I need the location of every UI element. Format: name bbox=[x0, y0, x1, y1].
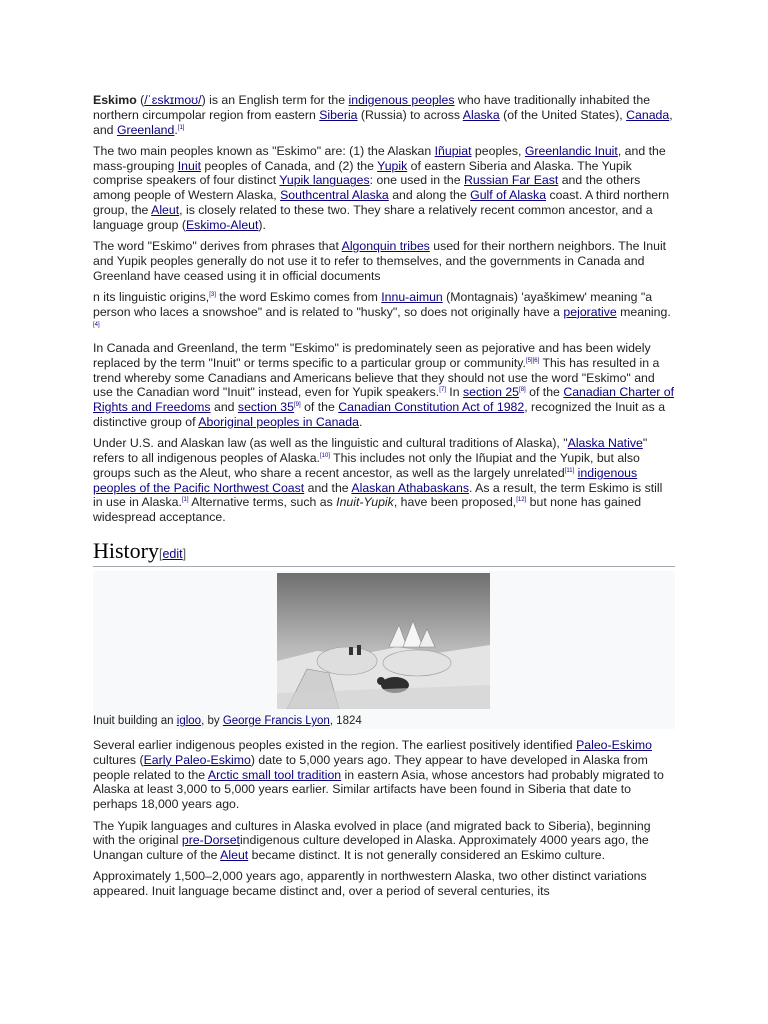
article-body bbox=[93, 93, 675, 905]
text-span: (Montagnais) 'ayaškimew' meaning "a person who laces a snowshoe" and is related to "husky", so does not originally have a bbox=[93, 290, 653, 319]
history-paragraph-2 bbox=[93, 819, 675, 863]
reference-1-b[interactable]: [1] bbox=[181, 497, 189, 504]
text-span: and along the bbox=[388, 188, 471, 203]
text-span: who have traditionally inhabited the northern circumpolar region from eastern bbox=[93, 93, 651, 122]
text-span: : one used in the bbox=[369, 173, 464, 188]
link-gulf-of-alaska[interactable]: Gulf of Alaska bbox=[470, 188, 547, 203]
edit-bracket-open: [ bbox=[159, 547, 163, 562]
link-greenlandic-inuit[interactable]: Greenlandic Inuit bbox=[524, 143, 618, 158]
edit-section bbox=[159, 547, 186, 561]
text-span: The two main peoples known as "Eskimo" are: (1) the Alaskan bbox=[93, 143, 435, 158]
text-span: cultures ( bbox=[93, 752, 144, 767]
text-span: indigenous culture developed in Alaska. Approximately 4000 years ago, the Unangan culture of the bbox=[93, 833, 649, 863]
section-heading-history bbox=[93, 538, 675, 567]
link-canada[interactable]: Canada bbox=[626, 107, 670, 122]
italic-term: Inuit-Yupik bbox=[336, 495, 394, 510]
text-span: and bbox=[210, 400, 238, 415]
link-siberia[interactable]: Siberia bbox=[319, 107, 358, 122]
reference-11[interactable]: [11] bbox=[564, 467, 575, 474]
text-span: in eastern Asia, whose ancestors had probably migrated to Alaska at least 3,000 to 5,000 years earlier. Similar artifacts have been found in Siberia that date to perhaps 18,000 years ago. bbox=[93, 767, 664, 812]
link-section-25[interactable]: section 25 bbox=[462, 385, 520, 400]
link-pacific-northwest-peoples[interactable]: indigenous peoples of the Pacific Northwest Coast bbox=[93, 465, 638, 495]
reference-8[interactable]: [8] bbox=[519, 387, 526, 394]
text-span: , and the mass-grouping bbox=[93, 143, 666, 173]
link-arctic-small-tool-tradition[interactable]: Arctic small tool tradition bbox=[207, 767, 342, 782]
history-paragraph-1 bbox=[93, 738, 675, 812]
text-span: became distinct. It is not generally considered an Eskimo culture. bbox=[248, 848, 605, 863]
link-yupik[interactable]: Yupik bbox=[377, 158, 408, 173]
text-span: , and bbox=[93, 107, 673, 137]
link-alaska[interactable]: Alaska bbox=[462, 107, 500, 122]
text-span: Under U.S. and Alaskan law (as well as the linguistic and cultural traditions of Alaska), " bbox=[93, 436, 568, 451]
reference-1[interactable]: [1] bbox=[177, 124, 185, 131]
text-span: and the others among people of Western Alaska, bbox=[93, 173, 641, 203]
reference-5-6[interactable]: [5][6] bbox=[525, 357, 540, 364]
link-alaska-native[interactable]: Alaska Native bbox=[567, 436, 643, 451]
link-pejorative[interactable]: pejorative bbox=[563, 304, 617, 319]
text-span: meaning. bbox=[616, 304, 671, 319]
article-term: Eskimo bbox=[93, 93, 137, 107]
text-span: ) bbox=[201, 93, 206, 107]
link-russian-far-east[interactable]: Russian Far East bbox=[463, 173, 559, 188]
caption-text: Inuit building an bbox=[93, 715, 177, 728]
text-span: peoples of Canada, and (2) the bbox=[201, 158, 378, 173]
link-aleut[interactable]: Aleut bbox=[151, 203, 180, 218]
igloo-engraving-image[interactable] bbox=[277, 573, 490, 709]
section-title: History bbox=[93, 538, 159, 564]
link-canadian-charter[interactable]: Canadian Charter of Rights and Freedoms bbox=[93, 385, 675, 415]
reference-3[interactable]: [3] bbox=[209, 292, 216, 299]
text-span: peoples, bbox=[471, 143, 525, 158]
intro-paragraph-6 bbox=[93, 436, 675, 525]
caption-text: , by bbox=[201, 715, 223, 728]
link-yupik-languages[interactable]: Yupik languages bbox=[279, 173, 370, 188]
link-innu-aimun[interactable]: Innu-aimun bbox=[381, 290, 443, 305]
text-span: (of the United States), bbox=[499, 107, 627, 122]
text-span: , have been proposed, bbox=[393, 495, 517, 510]
link-indigenous-peoples[interactable]: indigenous peoples bbox=[348, 93, 455, 107]
link-southcentral-alaska[interactable]: Southcentral Alaska bbox=[280, 188, 389, 203]
figure-caption bbox=[93, 714, 362, 728]
text-span: . bbox=[174, 122, 178, 137]
link-aboriginal-peoples[interactable]: Aboriginal peoples in Canada bbox=[198, 414, 359, 429]
caption-text: , 1824 bbox=[329, 715, 362, 728]
link-section-35[interactable]: section 35 bbox=[237, 400, 294, 415]
text-span: , is closely related to these two. They share a relatively recent common ancestor, and a language group ( bbox=[93, 203, 653, 232]
text-span: ( bbox=[136, 93, 145, 107]
link-greenland[interactable]: Greenland bbox=[116, 122, 175, 137]
text-span: , recognized the Inuit as a distinctive group of bbox=[93, 400, 666, 429]
text-span: of eastern Siberia and Alaska. The Yupik comprise speakers of four distinct bbox=[93, 158, 632, 188]
text-span: of the bbox=[525, 385, 564, 400]
link-aleut-history[interactable]: Aleut bbox=[220, 848, 249, 863]
ipa-pronunciation-link[interactable]: /ˈɛskɪmoʊ/ bbox=[144, 93, 202, 107]
intro-paragraph-3 bbox=[93, 239, 675, 283]
engraving-illustration bbox=[277, 573, 490, 709]
link-inuit[interactable]: Inuit bbox=[177, 158, 202, 173]
link-igloo[interactable]: igloo bbox=[176, 715, 202, 728]
text-span: Alternative terms, such as bbox=[188, 495, 337, 510]
link-eskimo-aleut[interactable]: Eskimo-Aleut bbox=[185, 217, 259, 232]
reference-10[interactable]: [10] bbox=[319, 453, 330, 460]
text-span: ) date to 5,000 years ago. They appear to have developed in Alaska from people related to the bbox=[93, 752, 648, 782]
text-span: The Yupik languages and cultures in Alaska evolved in place (and migrated back to Siberia), beginning with the original bbox=[93, 818, 651, 848]
figure-thumbnail bbox=[93, 571, 675, 729]
intro-paragraph-2 bbox=[93, 144, 675, 233]
text-span: is an English term for the bbox=[205, 93, 349, 107]
intro-paragraph-1 bbox=[93, 93, 675, 137]
link-early-paleo-eskimo[interactable]: Early Paleo-Eskimo bbox=[143, 752, 251, 767]
edit-section-link[interactable]: edit bbox=[162, 547, 183, 562]
text-span: of the bbox=[300, 400, 339, 415]
link-constitution-act-1982[interactable]: Canadian Constitution Act of 1982 bbox=[338, 400, 525, 415]
reference-4[interactable]: [4] bbox=[93, 321, 100, 328]
text-span: In bbox=[445, 385, 463, 400]
intro-paragraph-4 bbox=[93, 290, 675, 334]
link-alaskan-athabaskans[interactable]: Alaskan Athabaskans bbox=[351, 480, 469, 495]
text-span: This has resulted in a trend whereby some Canadians and Americans believe that they should not use the word "Eskimo" and use the Canadian word "Inuit" instead, even for Yupik speakers. bbox=[93, 355, 660, 400]
reference-9[interactable]: [9] bbox=[293, 402, 301, 409]
text-span: used for their northern neighbors. The Inuit and Yupik peoples generally do not use it to refer to themselves, and the governments in Canada and Greenland have ceased using it in official documents bbox=[93, 239, 667, 283]
reference-7[interactable]: [7] bbox=[439, 387, 446, 394]
text-span: This includes not only the Iñupiat and the Yupik, but also groups such as the Aleut, who share a recent ancestor, as well as the largely unrelated bbox=[93, 451, 640, 480]
text-span: Approximately 1,500–2,000 years ago, apparently in northwestern Alaska, two other distinct variations appeared. Inuit language became distinct and, over a period of several centuries, its bbox=[93, 869, 647, 899]
text-span: (Russia) to across bbox=[357, 107, 463, 122]
text-span: " refers to all indigenous peoples of Alaska. bbox=[93, 436, 648, 466]
history-paragraph-3 bbox=[93, 869, 675, 899]
link-pre-dorset[interactable]: pre-Dorset bbox=[181, 833, 240, 848]
text-span: Several earlier indigenous peoples existed in the region. The earliest positively identified bbox=[93, 738, 577, 753]
link-algonquin-tribes[interactable]: Algonquin tribes bbox=[341, 239, 430, 254]
text-span: ). bbox=[258, 217, 266, 232]
link-inupiat[interactable]: Iñupiat bbox=[434, 143, 472, 158]
text-span: and the bbox=[304, 480, 352, 495]
edit-bracket-close: ] bbox=[182, 547, 187, 562]
link-george-francis-lyon[interactable]: George Francis Lyon bbox=[222, 715, 330, 728]
text-span: the word Eskimo comes from bbox=[215, 290, 382, 305]
text-span: In Canada and Greenland, the term "Eskimo" is predominately seen as pejorative and has been widely replaced by the term "Inuit" or terms specific to a particular group or community. bbox=[93, 340, 651, 370]
reference-12[interactable]: [12] bbox=[516, 497, 527, 504]
text-span: . As a result, the term Eskimo is still in use in Alaska. bbox=[93, 480, 663, 510]
intro-paragraph-5 bbox=[93, 341, 675, 430]
text-span: but none has gained widespread acceptance. bbox=[93, 495, 642, 525]
text-span: coast. A third northern group, the bbox=[93, 188, 670, 218]
link-paleo-eskimo[interactable]: Paleo-Eskimo bbox=[576, 738, 652, 753]
text-span: n its linguistic origins, bbox=[93, 290, 210, 305]
text-span: . bbox=[358, 414, 363, 429]
text-span: The word "Eskimo" derives from phrases that bbox=[93, 239, 342, 254]
